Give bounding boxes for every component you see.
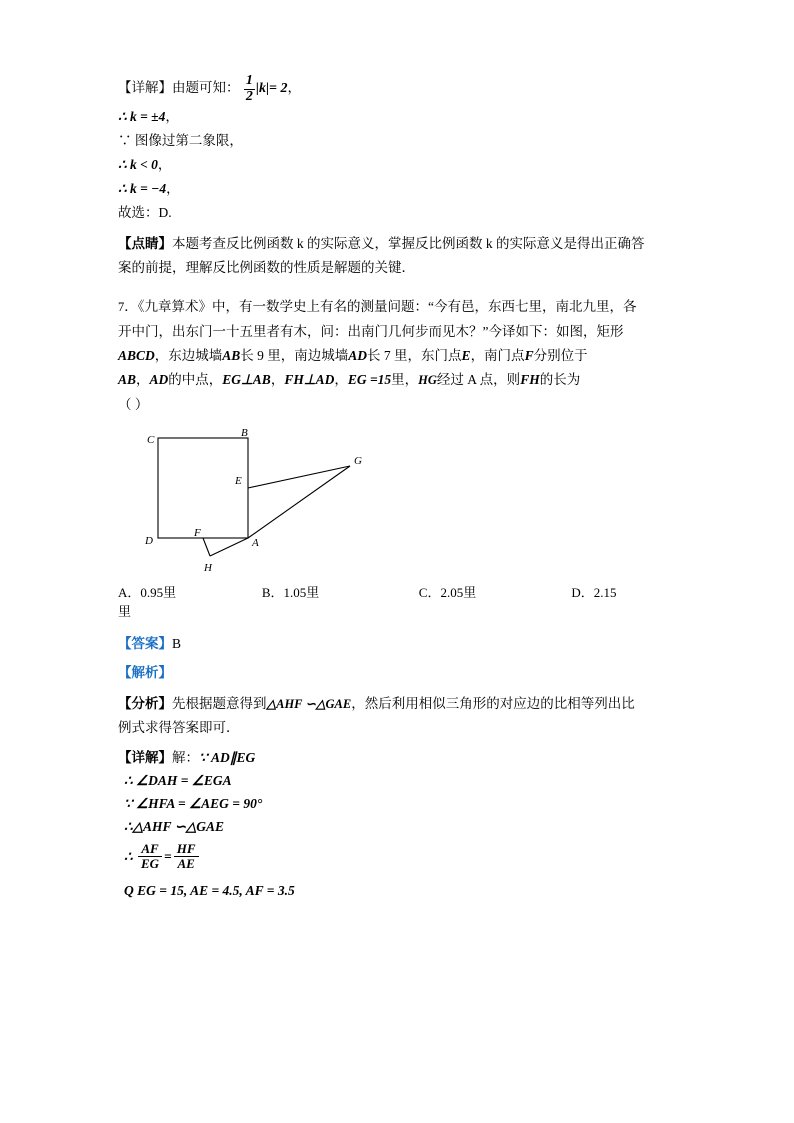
- tip-text-2: 案的前提，理解反比例函数的性质是解题的关键．: [118, 260, 415, 276]
- fraction-af-over-eg: [138, 842, 162, 871]
- question-text-2: 开中门，出东门一十五里者有木，问：出南门几何步而见木？”今译如下：如图，矩形: [118, 323, 624, 339]
- choices-tail: 里: [118, 604, 132, 620]
- fraction-hf-over-ae: [174, 842, 199, 871]
- solution-step-1: [124, 773, 676, 789]
- k-neg-four: ∴ k = −4: [118, 181, 167, 197]
- label-G: G: [354, 455, 362, 468]
- equation-k-pm: [118, 107, 676, 128]
- analysis-head: 【分析】: [118, 696, 172, 712]
- q4h: ，: [334, 372, 348, 388]
- tip-text-1: 本题考查反比例函数 k 的实际意义，掌握反比例函数 k 的实际意义是得出正确答: [172, 235, 645, 251]
- frac-eg-den: EG: [138, 856, 162, 871]
- step-4-prefix: ∴: [124, 849, 133, 865]
- frac-ae-den: AE: [174, 856, 199, 871]
- q3f: 长 7 里，东门点: [367, 348, 462, 364]
- question-block-7: [118, 295, 676, 416]
- comma-3: ，: [157, 157, 172, 173]
- comma-4: ，: [166, 181, 180, 197]
- fh-perp-ad: FH⊥AD: [284, 372, 335, 388]
- q4b: ，: [136, 372, 150, 388]
- analysis-text-d: 例式求得答案即可．: [118, 720, 240, 736]
- q4j: 里，: [391, 372, 419, 388]
- line-ah: [210, 538, 248, 556]
- question-line-1: [118, 295, 676, 319]
- eg-perp-ab: EG⊥AB: [222, 372, 271, 388]
- q3d: 长 9 里，南边城墙: [240, 348, 349, 364]
- eg-equals-15: EG =15: [347, 372, 392, 388]
- q3b: ，东边城墙: [154, 348, 223, 364]
- equals-two: = 2: [269, 81, 288, 96]
- choice-c[interactable]: C．2.05里: [418, 585, 477, 601]
- abs-k: |k|: [255, 81, 270, 96]
- detail-label-1: 【详解】由题可知：: [118, 80, 240, 95]
- step-1-text: ∴ ∠DAH = ∠EGA: [124, 773, 232, 789]
- segment-ab-2: AB: [118, 372, 137, 388]
- line-fh: [203, 538, 210, 556]
- detail-text-a: 解：: [172, 750, 199, 766]
- label-D: D: [145, 535, 153, 548]
- rectangle-abcd: [158, 438, 248, 538]
- comma-2: ，: [165, 109, 179, 125]
- question-line-3: [118, 344, 676, 367]
- frac-hf-num: HF: [176, 841, 196, 857]
- solution-step-2: [124, 796, 676, 812]
- choice-text: 故选：D.: [118, 205, 172, 221]
- q4f: ，: [270, 372, 285, 388]
- analysis-label: 【解析】: [118, 665, 172, 681]
- step-3-text: ∴△AHF ∽△GAE: [124, 819, 225, 835]
- frac-af-num: AF: [141, 841, 159, 857]
- comma-1: ，: [287, 80, 302, 95]
- rect-abcd: ABCD: [118, 348, 155, 364]
- choice-line: [118, 203, 676, 224]
- quadrant-line: [118, 131, 676, 152]
- q3j: 分别位于: [533, 348, 588, 364]
- choice-b[interactable]: B．1.05里: [261, 585, 320, 601]
- answer-value: B: [172, 636, 182, 652]
- fraction-numerator: 1: [245, 73, 253, 88]
- question-line-4: [118, 368, 676, 392]
- k-less-zero: ∴ k < 0: [118, 157, 158, 173]
- geometry-figure: [118, 426, 676, 576]
- ad-parallel-eg: ∵ AD∥EG: [199, 750, 256, 766]
- analysis-paragraph-1: [118, 693, 676, 716]
- q3h: ，南门点: [470, 348, 525, 364]
- tip-label: 【点睛】: [118, 235, 172, 251]
- point-f: F: [524, 348, 534, 364]
- label-B: B: [241, 427, 248, 440]
- segment-fh: FH: [520, 372, 540, 388]
- analysis-paragraph-2: [118, 716, 676, 739]
- answer-parens: （ ）: [118, 396, 149, 412]
- question-line-5: [118, 393, 676, 416]
- choices-row: [118, 582, 676, 601]
- answer-line: [118, 632, 676, 652]
- segment-ad: AD: [348, 348, 368, 364]
- label-E: E: [235, 475, 242, 488]
- question-line-2: [118, 320, 676, 343]
- point-e: E: [461, 348, 471, 364]
- quadrant-text: ∵ 图像过第二象限，: [118, 133, 243, 149]
- step-5-text: Q EG = 15, AE = 4.5, AF = 3.5: [124, 883, 295, 899]
- segment-ad-2: AD: [149, 372, 169, 388]
- step-2-text: ∵ ∠HFA = ∠AEG = 90°: [124, 796, 263, 812]
- step-4-equals: =: [164, 849, 172, 865]
- answer-label: 【答案】: [118, 636, 172, 652]
- detail-label-2: 【详解】: [118, 750, 172, 766]
- fraction-one-half: [244, 74, 255, 104]
- label-C: C: [147, 434, 155, 447]
- segment-ab: AB: [222, 348, 241, 364]
- question-number: 7: [118, 300, 125, 315]
- label-H: H: [204, 562, 212, 575]
- segment-hg: HG: [418, 373, 437, 388]
- tip-paragraph-2: [118, 256, 676, 279]
- analysis-section-label-line: [118, 661, 676, 681]
- choice-d[interactable]: D．2.15: [571, 585, 617, 601]
- label-A: A: [252, 537, 259, 550]
- solution-step-5: [124, 883, 676, 899]
- analysis-text-a: 先根据题意得到: [172, 696, 267, 712]
- tip-paragraph-1: [118, 232, 676, 255]
- label-F: F: [194, 527, 201, 540]
- q4d: 的中点，: [168, 372, 223, 388]
- detail-solution-line: [118, 746, 676, 766]
- k-pm-four: ∴ k = ±4: [118, 109, 166, 125]
- choice-a[interactable]: A．0.95里: [118, 585, 177, 601]
- geometry-diagram-svg: [118, 426, 418, 576]
- solution-step-4: [124, 842, 676, 871]
- detail-line-1: [118, 74, 676, 104]
- analysis-text-c: ，然后利用相似三角形的对应边的比相等列出比: [351, 696, 635, 712]
- fraction-denominator: 2: [245, 88, 253, 104]
- similar-triangles-expr: △AHF ∽△GAE: [266, 697, 352, 712]
- equation-k-negative-cond: [118, 155, 676, 176]
- q4n: 的长为: [539, 372, 581, 388]
- q4l: 经过 A 点，则: [436, 372, 521, 388]
- solution-step-3: [124, 819, 676, 835]
- question-text-1: ．《九章算术》中，有一数学史上有名的测量问题：“今有邑，东西七里，南北九里，各: [124, 299, 637, 315]
- equation-k-equals-neg4: [118, 179, 676, 200]
